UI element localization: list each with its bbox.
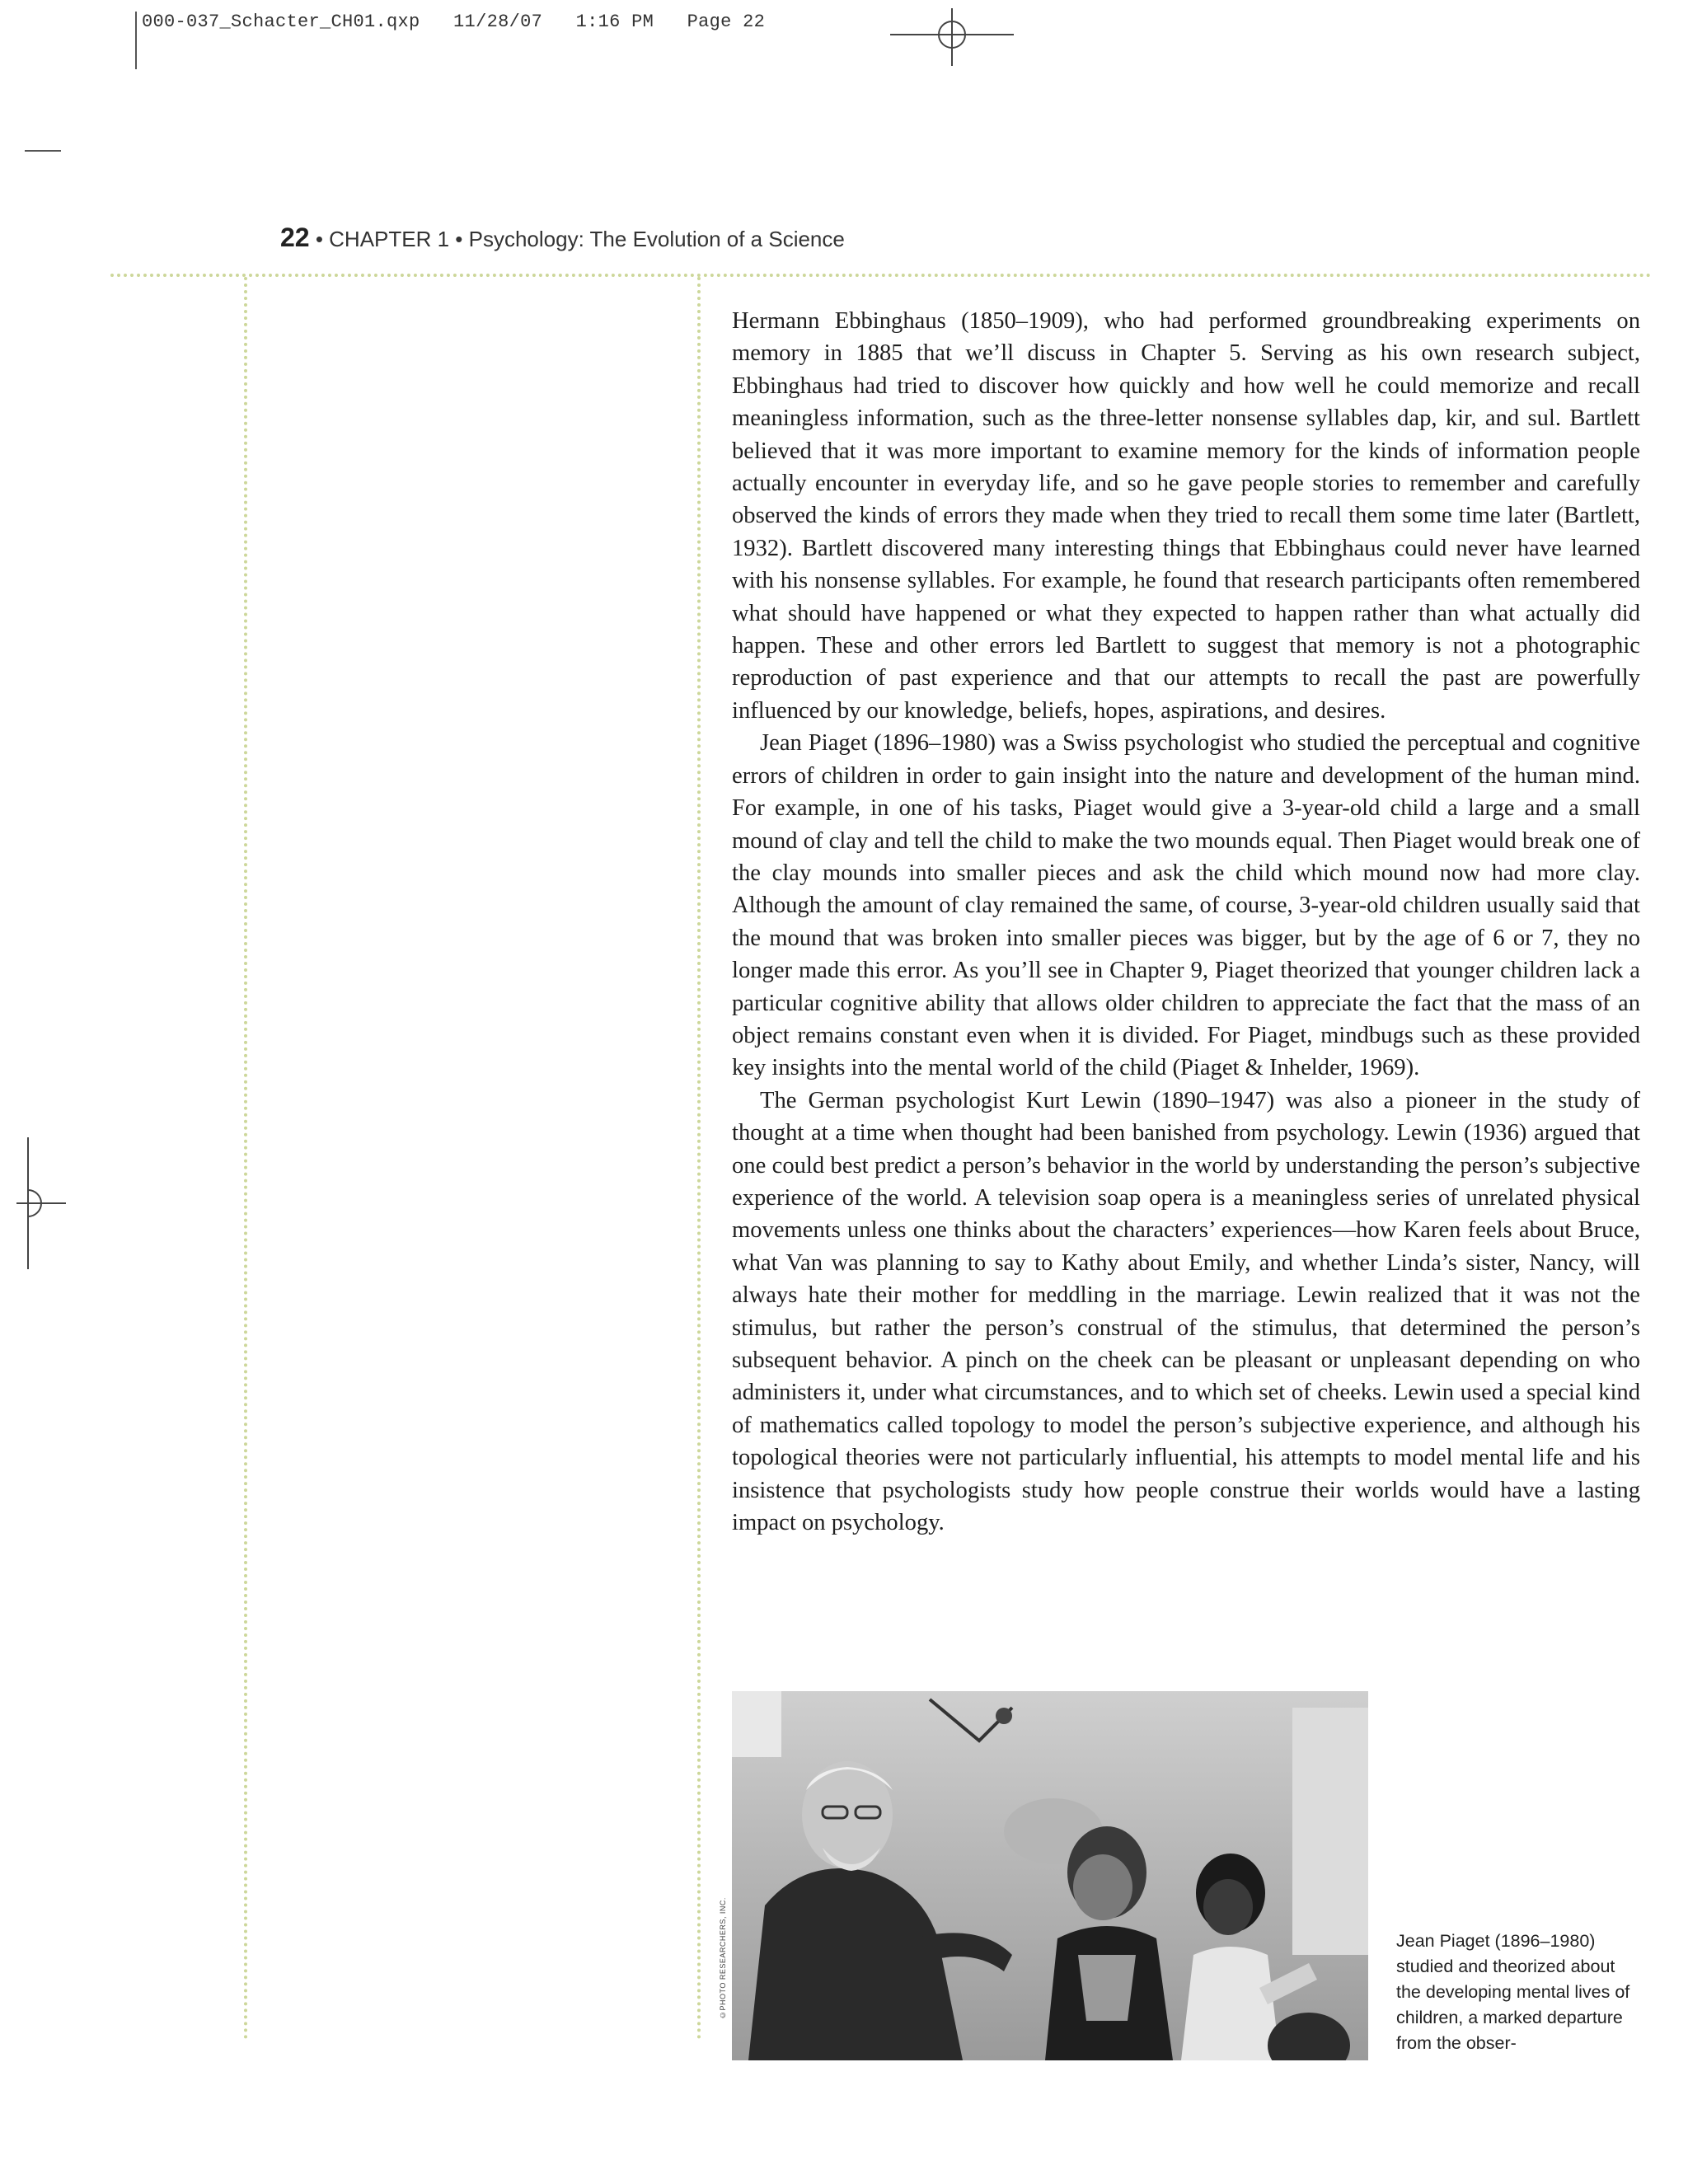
registration-mark-left	[16, 1137, 66, 1269]
dotted-header-rule	[110, 274, 1652, 277]
body-text	[732, 305, 1640, 1539]
paragraph-ebbinghaus-bartlett: Hermann Ebbinghaus (1850–1909), who had performed groundbreaking experiments on memory in 1885 that we’ll discuss in Chapter 5. Serving as his own research subject, Ebbinghaus had tried to discover how quickly and how well he could memorize and recall meaningless information, such as the three-letter nonsense syllables dap, kir, and sul. Bartlett believed that it was more important to examine memory for the kinds of information people actually encounter in everyday life, and so he gave people stories to remember and carefully observed the kinds of errors they made when they tried to recall them some time later (Bartlett, 1932). Bartlett discovered many interesting things that Ebbinghaus could never have learned with his nonsense syllables. For example, he found that research participants often remembered what should have happened or what they expected to happen rather than what actually did happen. These and other errors led Bartlett to suggest that memory is not a photographic reproduction of past experience and that our attempts to recall the past are powerfully influenced by our knowledge, beliefs, hopes, aspirations, and desires.	[732, 308, 1640, 724]
crop-mark	[25, 150, 61, 152]
dotted-margin-guide-left	[244, 277, 247, 2041]
running-head	[280, 223, 845, 253]
slug-rule	[135, 12, 137, 69]
photo-caption: Jean Piaget (1896–1980) studied and theorized about the developing mental lives of children, a marked departure from the obser-	[1396, 1931, 1630, 2053]
dotted-margin-guide-right	[697, 277, 701, 2041]
file-slug: 000-037_Schacter_CH01.qxp 11/28/07 1:16 PM Page 22	[142, 12, 766, 32]
paragraph-lewin: The German psychologist Kurt Lewin (1890–1947) was also a pioneer in the study of thought at a time when thought had been banished from psychology. Lewin (1936) argued that one could best predict a person’s behavior in the world by understanding the person’s subjective experience of the world. A television soap opera is a meaningless series of unrelated physical movements unless one thinks about the characters’ experiences—how Karen feels about Bruce, what Van was planning to say to Kathy about Emily, and whether Linda’s sister, Nancy, will always hate their mother for meddling in the marriage. Lewin realized that it was not the stimulus, but rather the person’s construal of the stimulus, that determined the person’s subsequent behavior. A pinch on the cheek can be pleasant or unpleasant depending on who administers it, under what circumstances, and to which set of cheeks. Lewin used a special kind of mathematics called topology to model the person’s subjective experience, and although his topological theories were not particularly influential, his attempts to model mental life and his insistence that psychologists study how people construe their worlds would have a lasting impact on psychology.	[732, 1087, 1640, 1536]
chapter-title: • CHAPTER 1 • Psychology: The Evolution of a Science	[309, 227, 845, 251]
photo-credit: ©PHOTO RESEARCHERS, INC.	[719, 1897, 727, 2019]
registration-mark-top	[890, 8, 1014, 66]
piaget-photo	[732, 1691, 1368, 2060]
page-number: 22	[280, 223, 310, 252]
paragraph-piaget: Jean Piaget (1896–1980) was a Swiss psychologist who studied the perceptual and cognitive errors of children in order to gain insight into the nature and development of the human mind. For example, in one of his tasks, Piaget would give a 3-year-old child a large and a small mound of clay and tell the child to make the two mounds equal. Then Piaget would break one of the clay mounds into smaller pieces and ask the child which mound now had more clay. Although the amount of clay remained the same, of course, 3-year-old children usually said that the mound that was broken into smaller pieces was bigger, but by the age of 6 or 7, they no longer made this error. As you’ll see in Chapter 9, Piaget theorized that younger children lack a particular cognitive ability that allows older children to appreciate the fact that the mass of an object remains constant even when it is divided. For Piaget, mindbugs such as these provided key insights into the mental world of the child (Piaget & Inhelder, 1969).	[732, 730, 1640, 1081]
